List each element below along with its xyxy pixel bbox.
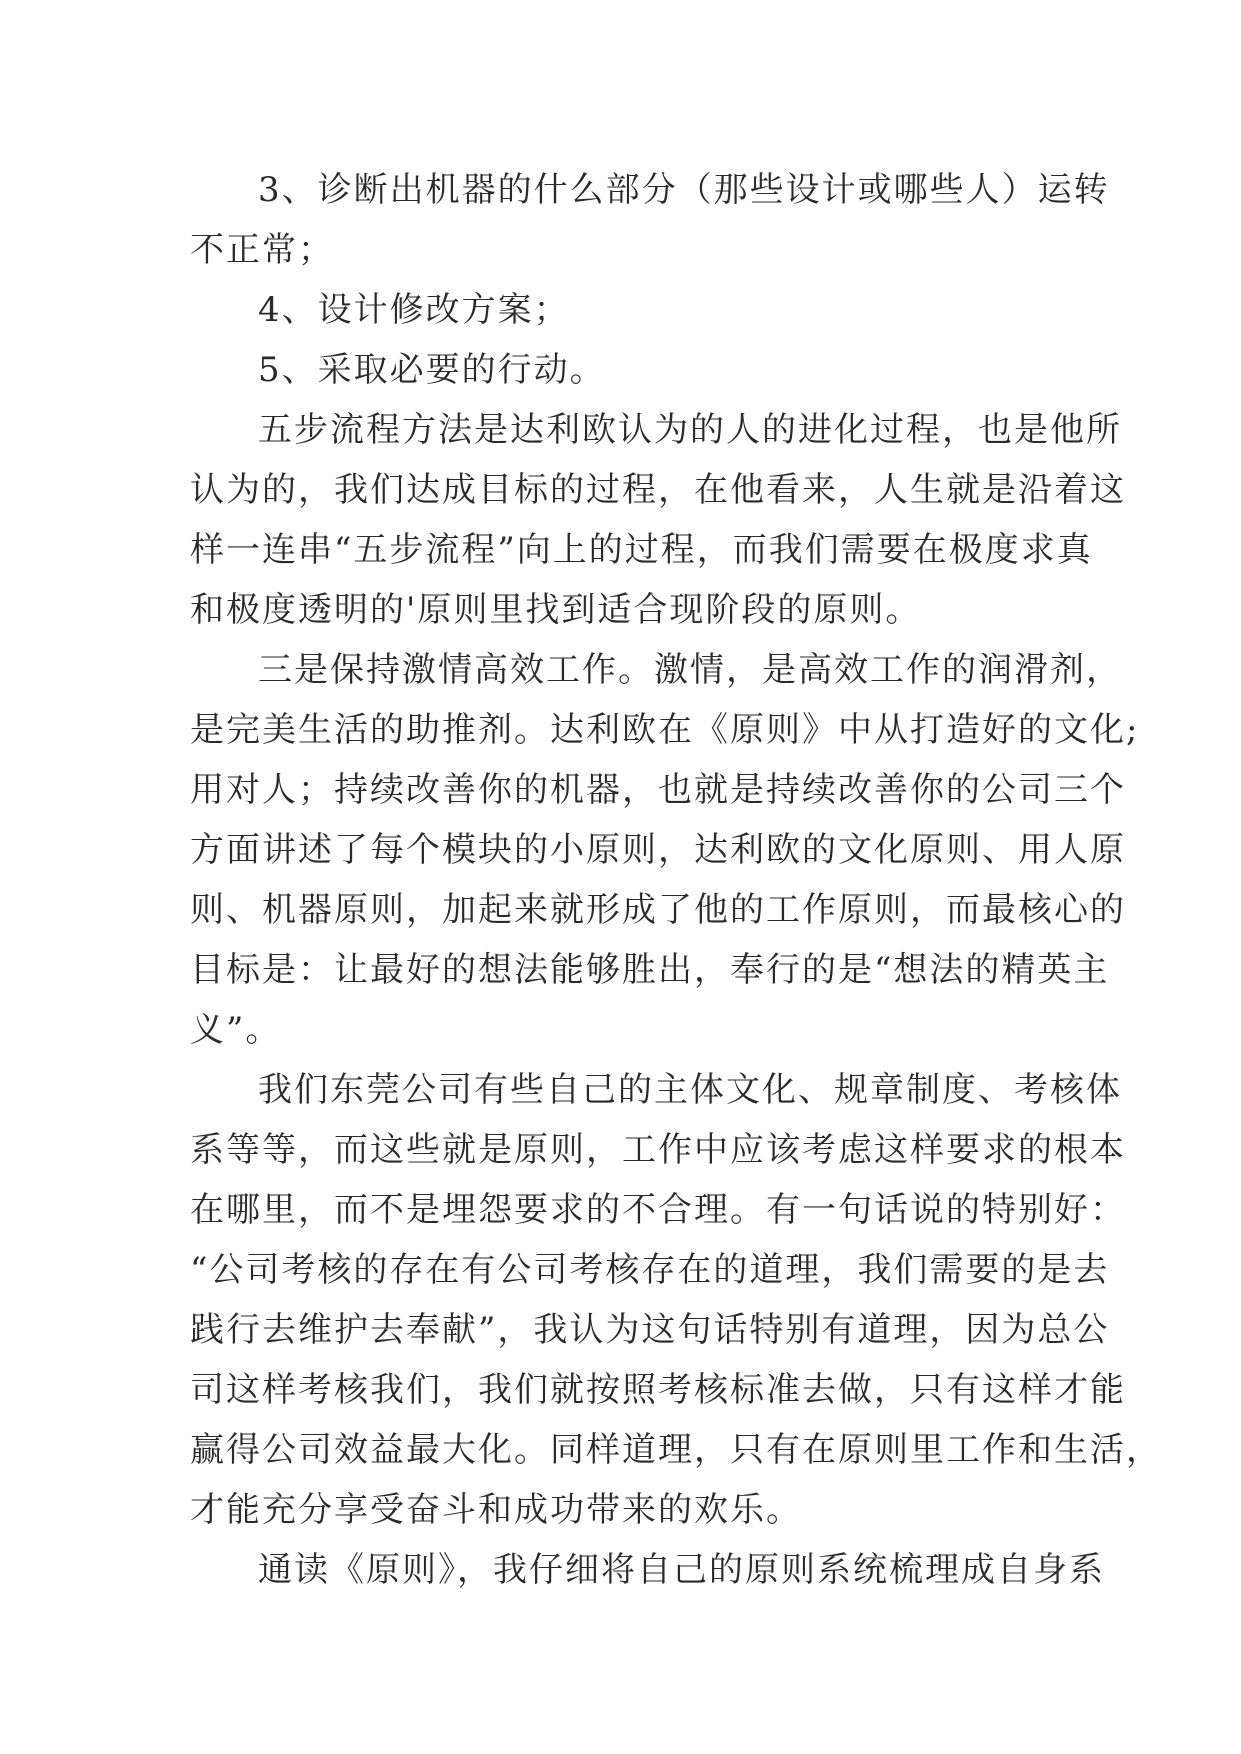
text-line: 践行去维护去奉献”，我认为这句话特别有道理，因为总公 [190,1310,1110,1350]
text-line: 则、机器原则，加起来就形成了他的工作原则，而最核心的 [190,890,1126,930]
text-line: 五步流程方法是达利欧认为的人的进化过程，也是他所 [258,410,1122,450]
text-line: 用对人；持续改善你的机器，也就是持续改善你的公司三个 [190,770,1126,810]
text-line: 系等等，而这些就是原则，工作中应该考虑这样要求的根本 [190,1130,1126,1170]
text-line: 我们东莞公司有些自己的主体文化、规章制度、考核体 [258,1070,1122,1110]
text-line: 3、诊断出机器的什么部分（那些设计或哪些人）运转 [258,170,1110,210]
text-line: 在哪里，而不是埋怨要求的不合理。有一句话说的特别好： [190,1190,1126,1230]
text-line: 认为的，我们达成目标的过程，在他看来，人生就是沿着这 [190,470,1126,510]
text-line: 才能充分享受奋斗和成功带来的欢乐。 [190,1490,802,1530]
text-line: 是完美生活的助推剂。达利欧在《原则》中从打造好的文化; [190,710,1140,750]
text-line: 不正常； [190,230,334,270]
text-line: “公司考核的存在有公司考核存在的道理，我们需要的是去 [190,1250,1110,1290]
text-line: 样一连串“五步流程”向上的过程，而我们需要在极度求真 [190,530,1093,570]
text-line: 义”。 [190,1010,282,1050]
text-line: 目标是：让最好的想法能够胜出，奉行的是“想法的精英主 [190,950,1110,990]
document-body [190,160,1162,1600]
text-line: 5、采取必要的行动。 [258,350,606,390]
text-line: 4、设计修改方案； [258,290,570,330]
text-line: 通读《原则》，我仔细将自己的原则系统梳理成自身系 [258,1550,1105,1590]
text-line: 司这样考核我们，我们就按照考核标准去做，只有这样才能 [190,1370,1126,1410]
text-line: 和极度透明的'原则里找到适合现阶段的原则。 [190,590,922,630]
text-line: 方面讲述了每个模块的小原则，达利欧的文化原则、用人原 [190,830,1126,870]
text-line: 赢得公司效益最大化。同样道理，只有在原则里工作和生活， [190,1430,1162,1470]
text-line: 三是保持激情高效工作。激情，是高效工作的润滑剂， [258,650,1122,690]
